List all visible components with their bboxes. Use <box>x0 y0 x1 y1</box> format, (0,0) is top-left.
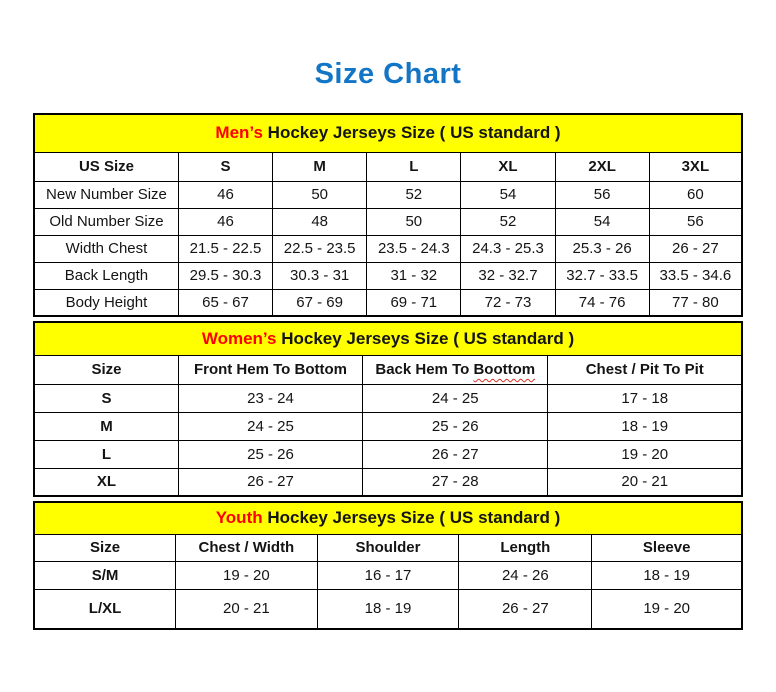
table-cell: 50 <box>273 181 367 208</box>
table-cell: 26 - 27 <box>363 440 548 468</box>
men-column-header: XL <box>461 152 555 181</box>
table-cell: 23 - 24 <box>178 384 362 412</box>
table-cell: 74 - 76 <box>555 289 649 316</box>
table-cell: 46 <box>178 208 272 235</box>
table-cell: 24 - 25 <box>178 412 362 440</box>
table-cell: 67 - 69 <box>273 289 367 316</box>
table-cell: 25.3 - 26 <box>555 235 649 262</box>
section-title-highlight: Women’s <box>201 328 277 348</box>
table-cell: 54 <box>461 181 555 208</box>
men-column-header: L <box>367 152 461 181</box>
table-cell: 52 <box>367 181 461 208</box>
table-cell: 20 - 21 <box>176 589 318 629</box>
youth-section-banner <box>34 502 742 534</box>
youth-column-header: Sleeve <box>592 534 742 561</box>
youth-size-table <box>33 501 743 630</box>
women-table-row <box>34 440 742 468</box>
table-cell: 26 - 27 <box>459 589 592 629</box>
table-cell: 26 - 27 <box>649 235 742 262</box>
women-column-header <box>363 355 548 384</box>
women-table-row <box>34 384 742 412</box>
men-column-header: S <box>178 152 272 181</box>
table-cell: 60 <box>649 181 742 208</box>
table-cell: 18 - 19 <box>592 561 742 589</box>
table-cell: 21.5 - 22.5 <box>178 235 272 262</box>
table-cell: 48 <box>273 208 367 235</box>
youth-column-header: Size <box>34 534 176 561</box>
table-cell: 32.7 - 33.5 <box>555 262 649 289</box>
table-cell: 19 - 20 <box>592 589 742 629</box>
men-table-row <box>34 262 742 289</box>
women-table-row <box>34 468 742 496</box>
youth-column-header: Length <box>459 534 592 561</box>
section-title-highlight: Youth <box>215 508 263 528</box>
men-column-header: US Size <box>34 152 178 181</box>
men-column-header: M <box>273 152 367 181</box>
women-column-header: Size <box>34 355 178 384</box>
youth-table-row <box>34 589 742 629</box>
table-cell: 26 - 27 <box>178 468 362 496</box>
table-cell: 56 <box>649 208 742 235</box>
section-title-highlight: Men’s <box>215 123 263 143</box>
row-label: Back Length <box>34 262 178 289</box>
column-header-text: Back Hem To <box>375 361 474 378</box>
section-title-text: Hockey Jerseys Size ( US standard ) <box>276 328 575 348</box>
youth-table-row <box>34 561 742 589</box>
youth-column-header: Chest / Width <box>176 534 318 561</box>
table-cell: 31 - 32 <box>367 262 461 289</box>
women-column-header: Chest / Pit To Pit <box>548 355 742 384</box>
mens-size-table <box>33 113 743 317</box>
table-cell: 69 - 71 <box>367 289 461 316</box>
table-cell: 22.5 - 23.5 <box>273 235 367 262</box>
row-label: L <box>34 440 178 468</box>
womens-size-table <box>33 321 743 497</box>
row-label: Body Height <box>34 289 178 316</box>
table-cell: 18 - 19 <box>548 412 742 440</box>
table-cell: 33.5 - 34.6 <box>649 262 742 289</box>
row-label: L/XL <box>34 589 176 629</box>
table-cell: 19 - 20 <box>548 440 742 468</box>
row-label: Width Chest <box>34 235 178 262</box>
table-cell: 19 - 20 <box>176 561 318 589</box>
men-section-banner <box>34 114 742 152</box>
table-cell: 24.3 - 25.3 <box>461 235 555 262</box>
table-cell: 17 - 18 <box>548 384 742 412</box>
table-cell: 50 <box>367 208 461 235</box>
men-column-header: 3XL <box>649 152 742 181</box>
table-cell: 56 <box>555 181 649 208</box>
table-cell: 16 - 17 <box>317 561 459 589</box>
youth-column-header: Shoulder <box>317 534 459 561</box>
table-cell: 77 - 80 <box>649 289 742 316</box>
men-table-row <box>34 289 742 316</box>
table-cell: 18 - 19 <box>317 589 459 629</box>
table-cell: 25 - 26 <box>363 412 548 440</box>
table-cell: 46 <box>178 181 272 208</box>
table-cell: 24 - 26 <box>459 561 592 589</box>
table-cell: 24 - 25 <box>363 384 548 412</box>
men-table-row <box>34 181 742 208</box>
row-label: S/M <box>34 561 176 589</box>
women-section-banner <box>34 322 742 355</box>
women-column-header: Front Hem To Bottom <box>178 355 362 384</box>
table-cell: 25 - 26 <box>178 440 362 468</box>
men-column-header: 2XL <box>555 152 649 181</box>
section-title-text: Hockey Jerseys Size ( US standard ) <box>262 508 561 528</box>
row-label: Old Number Size <box>34 208 178 235</box>
men-table-row <box>34 235 742 262</box>
row-label: M <box>34 412 178 440</box>
page-title: Size Chart <box>314 58 462 90</box>
table-cell: 52 <box>461 208 555 235</box>
misspelled-word: Boottom <box>473 361 536 378</box>
row-label: XL <box>34 468 178 496</box>
women-table-row <box>34 412 742 440</box>
table-cell: 65 - 67 <box>178 289 272 316</box>
table-cell: 23.5 - 24.3 <box>367 235 461 262</box>
table-cell: 29.5 - 30.3 <box>178 262 272 289</box>
table-cell: 30.3 - 31 <box>273 262 367 289</box>
men-table-row <box>34 208 742 235</box>
row-label: S <box>34 384 178 412</box>
row-label: New Number Size <box>34 181 178 208</box>
table-cell: 72 - 73 <box>461 289 555 316</box>
table-cell: 20 - 21 <box>548 468 742 496</box>
section-title-text: Hockey Jerseys Size ( US standard ) <box>262 123 561 143</box>
table-cell: 27 - 28 <box>363 468 548 496</box>
table-cell: 54 <box>555 208 649 235</box>
table-cell: 32 - 32.7 <box>461 262 555 289</box>
